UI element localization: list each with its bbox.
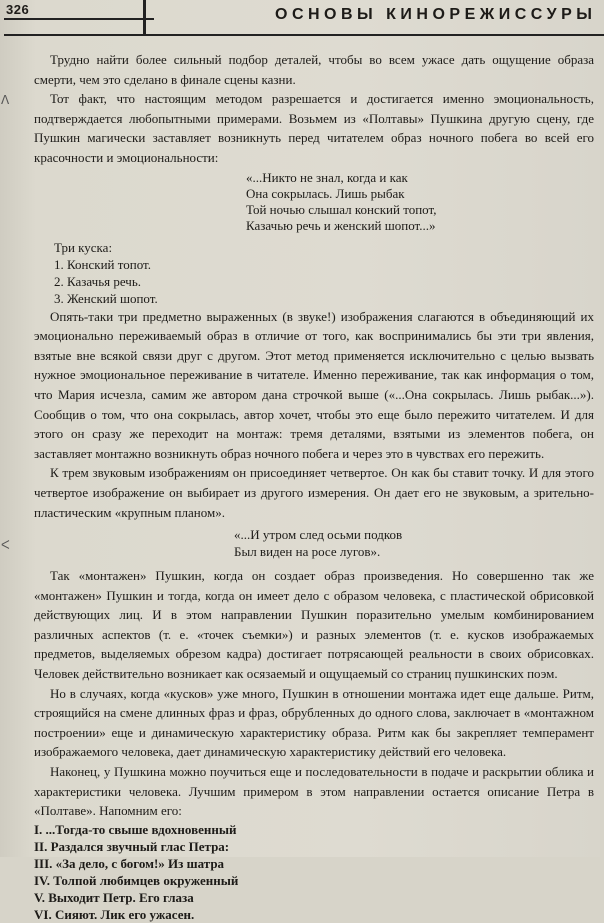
verse-quote-peter bbox=[34, 821, 594, 923]
paragraph: Тот факт, что настоящим методом разрешается и достигается именно эмоциональность, подтверждается любопытными примерами. Возьмем из «Полтавы» Пушкина другую сцену, где Пушкин магически заставляет возникнуть перед читателем образ ночного побега во всей его красочности и эмоциональности: bbox=[34, 91, 594, 165]
verse-line: VI. Сияют. Лик его ужасен. bbox=[34, 906, 195, 922]
header-rule-long bbox=[4, 34, 604, 36]
page-number: 326 bbox=[6, 2, 30, 17]
paragraph: К трем звуковым изображениям он присоединяет четвертое. Он как бы ставит точку. И для этого четвертое изображение он выбирает из другого измерения. Он дает его не звуковым, а зрительно-пластическим «крупным планом». bbox=[34, 465, 594, 520]
paragraph: Трудно найти более сильный подбор деталей, чтобы во всем ужасе дать ощущение образа смерти, чем это сделано в финале сцены казни. bbox=[34, 52, 594, 87]
margin-mark-icon: ᐸ bbox=[1, 538, 10, 552]
header-divider bbox=[143, 0, 146, 36]
header-rule-short bbox=[4, 18, 154, 20]
verse-line: Казачью речь и женский шопот...» bbox=[246, 217, 436, 233]
verse-line: V. Выходит Петр. Его глаза bbox=[34, 889, 194, 905]
paragraph: Так «монтажен» Пушкин, когда он создает образ произведения. Но совершенно так же «монтажен» Пушкин и тогда, когда он имеет дело с образом человека, с пластической обрисовкой действующих лиц. И в этом направлении Пушкин поразительно умелым комбинированием различных аспектов (т. е. «точек съемки») и разных элементов (т. е. кусков изображаемых предметов, выделяемых обрезом кадра) достигает потрясающей реальности в своих обрисовках. Человек действительно возникает как осязаемый и ощущаемый со страниц пушкинских поэм. bbox=[34, 568, 594, 682]
margin-mark-icon: ᐱ bbox=[1, 93, 10, 107]
running-title: ОСНОВЫ КИНОРЕЖИССУРЫ bbox=[275, 6, 597, 23]
verse-line: Она сокрылась. Лишь рыбак bbox=[246, 185, 405, 201]
verse-line: Был виден на росе лугов». bbox=[234, 544, 381, 560]
pieces-list bbox=[54, 239, 594, 307]
verse-line: Той ночью слышал конский топот, bbox=[246, 201, 437, 217]
verse-line: «...И утром след осьми подков bbox=[234, 527, 403, 543]
list-item: 2. Казачья речь. bbox=[54, 273, 142, 289]
verse-line: III. «За дело, с богом!» Из шатра bbox=[34, 855, 225, 871]
page-body bbox=[34, 50, 594, 923]
paragraph: Наконец, у Пушкина можно поучиться еще и последовательности в подаче и раскрытии облика и характеристики человека. Лучшим примером в этом направлении остается описание Петра в «Полтаве». Напомним его: bbox=[34, 764, 594, 819]
paragraph: Опять-таки три предметно выраженных (в звуке!) изображения слагаются в объединяющий их эмоционально переживаемый образ в отличие от того, как воспринимались бы эти три явления, взятые вне всякой связи друг с другом. Этот метод применяется исключительно с целью вызвать нужное эмоциональное переживание в читателе. Именно переживание, так как информация о том, что Мария исчезла, самим же автором дана строчкой выше («...Она сокрылась. Лишь рыбак...»). Сообщив о том, что она сокрылась, автор хочет, чтобы это еще было пережито читателем. И для этого он сразу же переходит на монтаж: тремя деталями, взятыми из элементов побега, он заставляет монтажно возникнуть образ ночного побега и через это в чувствах его пережить. bbox=[34, 308, 594, 461]
page-header bbox=[0, 0, 600, 48]
list-item: 3. Женский шопот. bbox=[54, 290, 158, 306]
verse-quote-horseshoes bbox=[234, 526, 594, 560]
paragraph: Но в случаях, когда «кусков» уже много, Пушкин в отношении монтажа идет еще дальше. Ритм, строящийся на смене длинных фраз и фраз, обрубленных до одного слова, заключает в «монтажном построении» еще и динамическую характеристику образа. Ритм как бы закрепляет темперамент изображаемого человека, дает динамическую характеристику действий его человека. bbox=[34, 685, 594, 760]
list-intro: Три куска: bbox=[54, 239, 113, 255]
list-item: 1. Конский топот. bbox=[54, 256, 151, 272]
verse-line: II. Раздался звучный глас Петра: bbox=[34, 838, 230, 854]
verse-line: IV. Толпой любимцев окруженный bbox=[34, 872, 239, 888]
verse-quote-poltava-escape bbox=[246, 170, 594, 234]
verse-line: «...Никто не знал, когда и как bbox=[246, 169, 408, 185]
verse-line: I. ...Тогда-то свыше вдохновенный bbox=[34, 821, 237, 837]
